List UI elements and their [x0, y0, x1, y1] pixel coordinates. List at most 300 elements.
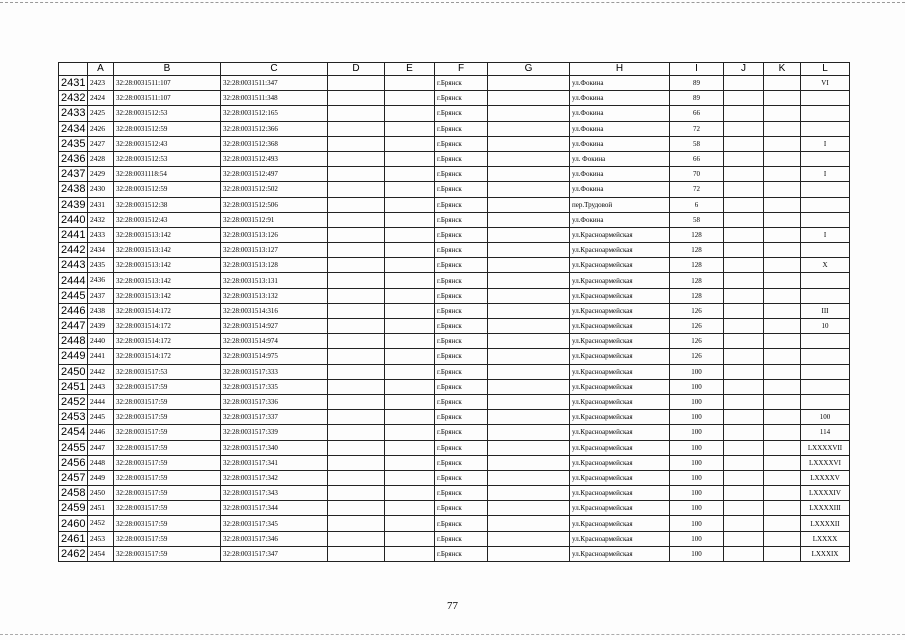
cell-b[interactable]: 32:28:0031517:59 — [114, 486, 221, 501]
cell-c[interactable]: 32:28:0031517:335 — [221, 379, 328, 394]
row-number[interactable]: 2457 — [59, 470, 88, 485]
cell-d[interactable] — [328, 319, 385, 334]
cell-k[interactable] — [764, 334, 801, 349]
cell-i[interactable]: 89 — [670, 91, 724, 106]
cell-c[interactable]: 32:28:0031517:347 — [221, 546, 328, 561]
cell-d[interactable] — [328, 379, 385, 394]
cell-c[interactable]: 32:28:0031517:344 — [221, 501, 328, 516]
cell-f[interactable]: г.Брянск — [435, 334, 488, 349]
cell-k[interactable] — [764, 349, 801, 364]
cell-k[interactable] — [764, 303, 801, 318]
cell-h[interactable]: ул.Фокина — [570, 106, 670, 121]
cell-d[interactable] — [328, 106, 385, 121]
cell-e[interactable] — [385, 151, 435, 166]
cell-c[interactable]: 32:28:0031512:165 — [221, 106, 328, 121]
cell-b[interactable]: 32:28:0031512:53 — [114, 151, 221, 166]
cell-g[interactable] — [488, 546, 570, 561]
cell-j[interactable] — [724, 546, 764, 561]
cell-d[interactable] — [328, 288, 385, 303]
cell-l[interactable] — [801, 349, 850, 364]
cell-g[interactable] — [488, 319, 570, 334]
cell-g[interactable] — [488, 227, 570, 242]
cell-k[interactable] — [764, 136, 801, 151]
cell-f[interactable]: г.Брянск — [435, 151, 488, 166]
cell-b[interactable]: 32:28:0031517:59 — [114, 501, 221, 516]
cell-k[interactable] — [764, 182, 801, 197]
cell-c[interactable]: 32:28:0031513:127 — [221, 243, 328, 258]
cell-f[interactable]: г.Брянск — [435, 227, 488, 242]
cell-d[interactable] — [328, 136, 385, 151]
cell-c[interactable]: 32:28:0031513:131 — [221, 273, 328, 288]
cell-k[interactable] — [764, 91, 801, 106]
cell-c[interactable]: 32:28:0031514:316 — [221, 303, 328, 318]
cell-h[interactable]: ул.Красноармейская — [570, 501, 670, 516]
cell-h[interactable]: ул.Фокина — [570, 167, 670, 182]
cell-l[interactable]: LXXXXIII — [801, 501, 850, 516]
cell-h[interactable]: ул.Красноармейская — [570, 486, 670, 501]
cell-f[interactable]: г.Брянск — [435, 440, 488, 455]
cell-g[interactable] — [488, 182, 570, 197]
cell-b[interactable]: 32:28:0031517:59 — [114, 440, 221, 455]
cell-f[interactable]: г.Брянск — [435, 288, 488, 303]
cell-e[interactable] — [385, 303, 435, 318]
cell-d[interactable] — [328, 364, 385, 379]
cell-d[interactable] — [328, 546, 385, 561]
cell-b[interactable]: 32:28:0031511:107 — [114, 76, 221, 91]
cell-b[interactable]: 32:28:0031513:142 — [114, 288, 221, 303]
column-header-k[interactable]: K — [764, 63, 801, 76]
cell-e[interactable] — [385, 182, 435, 197]
cell-b[interactable]: 32:28:0031517:59 — [114, 516, 221, 531]
column-header-d[interactable]: D — [328, 63, 385, 76]
cell-c[interactable]: 32:28:0031517:341 — [221, 455, 328, 470]
cell-j[interactable] — [724, 227, 764, 242]
cell-i[interactable]: 100 — [670, 410, 724, 425]
cell-f[interactable]: г.Брянск — [435, 546, 488, 561]
cell-e[interactable] — [385, 319, 435, 334]
row-number[interactable]: 2439 — [59, 197, 88, 212]
cell-g[interactable] — [488, 531, 570, 546]
cell-a[interactable]: 2434 — [88, 243, 114, 258]
cell-j[interactable] — [724, 106, 764, 121]
cell-i[interactable]: 128 — [670, 288, 724, 303]
cell-a[interactable]: 2427 — [88, 136, 114, 151]
cell-i[interactable]: 100 — [670, 364, 724, 379]
row-number[interactable]: 2453 — [59, 410, 88, 425]
cell-h[interactable]: ул.Красноармейская — [570, 546, 670, 561]
row-number[interactable]: 2456 — [59, 455, 88, 470]
cell-b[interactable]: 32:28:0031512:38 — [114, 197, 221, 212]
cell-k[interactable] — [764, 227, 801, 242]
column-header-l[interactable]: L — [801, 63, 850, 76]
cell-c[interactable]: 32:28:0031512:502 — [221, 182, 328, 197]
cell-d[interactable] — [328, 394, 385, 409]
cell-c[interactable]: 32:28:0031512:368 — [221, 136, 328, 151]
cell-c[interactable]: 32:28:0031514:974 — [221, 334, 328, 349]
cell-l[interactable] — [801, 273, 850, 288]
cell-a[interactable]: 2449 — [88, 470, 114, 485]
cell-a[interactable]: 2438 — [88, 303, 114, 318]
cell-i[interactable]: 126 — [670, 319, 724, 334]
cell-b[interactable]: 32:28:0031514:172 — [114, 349, 221, 364]
cell-l[interactable]: 10 — [801, 319, 850, 334]
cell-l[interactable]: III — [801, 303, 850, 318]
cell-l[interactable]: LXXXIX — [801, 546, 850, 561]
cell-i[interactable]: 100 — [670, 516, 724, 531]
cell-e[interactable] — [385, 167, 435, 182]
cell-b[interactable]: 32:28:0031514:172 — [114, 303, 221, 318]
cell-k[interactable] — [764, 379, 801, 394]
cell-g[interactable] — [488, 76, 570, 91]
cell-c[interactable]: 32:28:0031517:346 — [221, 531, 328, 546]
cell-d[interactable] — [328, 516, 385, 531]
cell-a[interactable]: 2441 — [88, 349, 114, 364]
row-number[interactable]: 2438 — [59, 182, 88, 197]
cell-a[interactable]: 2446 — [88, 425, 114, 440]
cell-i[interactable]: 128 — [670, 243, 724, 258]
cell-l[interactable] — [801, 106, 850, 121]
cell-b[interactable]: 32:28:0031512:59 — [114, 182, 221, 197]
cell-d[interactable] — [328, 303, 385, 318]
cell-k[interactable] — [764, 258, 801, 273]
cell-i[interactable]: 66 — [670, 151, 724, 166]
cell-c[interactable]: 32:28:0031517:340 — [221, 440, 328, 455]
cell-f[interactable]: г.Брянск — [435, 364, 488, 379]
cell-j[interactable] — [724, 288, 764, 303]
cell-b[interactable]: 32:28:0031514:172 — [114, 334, 221, 349]
cell-k[interactable] — [764, 455, 801, 470]
cell-f[interactable]: г.Брянск — [435, 273, 488, 288]
cell-j[interactable] — [724, 425, 764, 440]
cell-i[interactable]: 100 — [670, 394, 724, 409]
row-number[interactable]: 2451 — [59, 379, 88, 394]
cell-k[interactable] — [764, 394, 801, 409]
cell-c[interactable]: 32:28:0031513:132 — [221, 288, 328, 303]
cell-j[interactable] — [724, 243, 764, 258]
cell-l[interactable] — [801, 212, 850, 227]
cell-f[interactable]: г.Брянск — [435, 243, 488, 258]
cell-j[interactable] — [724, 455, 764, 470]
cell-a[interactable]: 2439 — [88, 319, 114, 334]
cell-d[interactable] — [328, 470, 385, 485]
cell-c[interactable]: 32:28:0031512:91 — [221, 212, 328, 227]
cell-k[interactable] — [764, 288, 801, 303]
cell-k[interactable] — [764, 167, 801, 182]
column-header-i[interactable]: I — [670, 63, 724, 76]
cell-g[interactable] — [488, 364, 570, 379]
cell-l[interactable] — [801, 182, 850, 197]
cell-l[interactable]: I — [801, 136, 850, 151]
cell-k[interactable] — [764, 440, 801, 455]
cell-i[interactable]: 126 — [670, 349, 724, 364]
cell-j[interactable] — [724, 197, 764, 212]
cell-f[interactable]: г.Брянск — [435, 425, 488, 440]
cell-l[interactable] — [801, 243, 850, 258]
cell-b[interactable]: 32:28:0031517:53 — [114, 364, 221, 379]
cell-e[interactable] — [385, 227, 435, 242]
cell-e[interactable] — [385, 76, 435, 91]
cell-k[interactable] — [764, 151, 801, 166]
cell-l[interactable] — [801, 364, 850, 379]
cell-d[interactable] — [328, 455, 385, 470]
cell-c[interactable]: 32:28:0031517:343 — [221, 486, 328, 501]
cell-e[interactable] — [385, 136, 435, 151]
cell-f[interactable]: г.Брянск — [435, 76, 488, 91]
cell-j[interactable] — [724, 394, 764, 409]
cell-c[interactable]: 32:28:0031514:975 — [221, 349, 328, 364]
cell-f[interactable]: г.Брянск — [435, 182, 488, 197]
cell-i[interactable]: 72 — [670, 182, 724, 197]
cell-j[interactable] — [724, 76, 764, 91]
cell-h[interactable]: пер.Трудовой — [570, 197, 670, 212]
cell-a[interactable]: 2452 — [88, 516, 114, 531]
cell-f[interactable]: г.Брянск — [435, 394, 488, 409]
cell-j[interactable] — [724, 364, 764, 379]
cell-j[interactable] — [724, 410, 764, 425]
cell-a[interactable]: 2424 — [88, 91, 114, 106]
cell-h[interactable]: ул.Красноармейская — [570, 455, 670, 470]
cell-l[interactable] — [801, 151, 850, 166]
cell-e[interactable] — [385, 121, 435, 136]
cell-e[interactable] — [385, 501, 435, 516]
column-header-e[interactable]: E — [385, 63, 435, 76]
cell-e[interactable] — [385, 546, 435, 561]
cell-h[interactable]: ул.Красноармейская — [570, 334, 670, 349]
cell-d[interactable] — [328, 121, 385, 136]
cell-l[interactable]: LXXXX — [801, 531, 850, 546]
cell-a[interactable]: 2448 — [88, 455, 114, 470]
cell-d[interactable] — [328, 182, 385, 197]
cell-f[interactable]: г.Брянск — [435, 486, 488, 501]
cell-e[interactable] — [385, 288, 435, 303]
cell-b[interactable]: 32:28:0031514:172 — [114, 319, 221, 334]
cell-e[interactable] — [385, 455, 435, 470]
cell-a[interactable]: 2431 — [88, 197, 114, 212]
cell-g[interactable] — [488, 410, 570, 425]
cell-e[interactable] — [385, 273, 435, 288]
cell-g[interactable] — [488, 379, 570, 394]
cell-i[interactable]: 100 — [670, 440, 724, 455]
cell-b[interactable]: 32:28:0031513:142 — [114, 227, 221, 242]
cell-g[interactable] — [488, 288, 570, 303]
cell-b[interactable]: 32:28:0031513:142 — [114, 273, 221, 288]
cell-c[interactable]: 32:28:0031511:348 — [221, 91, 328, 106]
cell-h[interactable]: ул.Красноармейская — [570, 410, 670, 425]
cell-j[interactable] — [724, 182, 764, 197]
row-number[interactable]: 2433 — [59, 106, 88, 121]
cell-j[interactable] — [724, 303, 764, 318]
cell-l[interactable]: LXXXXII — [801, 516, 850, 531]
cell-b[interactable]: 32:28:0031517:59 — [114, 531, 221, 546]
cell-h[interactable]: ул.Красноармейская — [570, 273, 670, 288]
cell-j[interactable] — [724, 516, 764, 531]
cell-h[interactable]: ул.Красноармейская — [570, 531, 670, 546]
cell-i[interactable]: 6 — [670, 197, 724, 212]
cell-g[interactable] — [488, 212, 570, 227]
cell-e[interactable] — [385, 334, 435, 349]
cell-j[interactable] — [724, 121, 764, 136]
cell-j[interactable] — [724, 440, 764, 455]
cell-i[interactable]: 100 — [670, 425, 724, 440]
cell-b[interactable]: 32:28:0031517:59 — [114, 410, 221, 425]
cell-h[interactable]: ул.Красноармейская — [570, 227, 670, 242]
cell-d[interactable] — [328, 410, 385, 425]
cell-d[interactable] — [328, 440, 385, 455]
cell-i[interactable]: 126 — [670, 334, 724, 349]
cell-d[interactable] — [328, 334, 385, 349]
cell-j[interactable] — [724, 470, 764, 485]
cell-b[interactable]: 32:28:0031513:142 — [114, 243, 221, 258]
cell-j[interactable] — [724, 379, 764, 394]
cell-c[interactable]: 32:28:0031517:345 — [221, 516, 328, 531]
cell-i[interactable]: 70 — [670, 167, 724, 182]
row-number[interactable]: 2448 — [59, 334, 88, 349]
cell-l[interactable]: LXXXXIV — [801, 486, 850, 501]
cell-c[interactable]: 32:28:0031513:126 — [221, 227, 328, 242]
cell-h[interactable]: ул.Красноармейская — [570, 288, 670, 303]
cell-c[interactable]: 32:28:0031511:347 — [221, 76, 328, 91]
cell-c[interactable]: 32:28:0031514:927 — [221, 319, 328, 334]
cell-h[interactable]: ул.Фокина — [570, 136, 670, 151]
cell-h[interactable]: ул.Красноармейская — [570, 379, 670, 394]
cell-d[interactable] — [328, 273, 385, 288]
cell-k[interactable] — [764, 516, 801, 531]
row-number[interactable]: 2461 — [59, 531, 88, 546]
cell-b[interactable]: 32:28:0031517:59 — [114, 394, 221, 409]
row-number[interactable]: 2447 — [59, 319, 88, 334]
row-number[interactable]: 2452 — [59, 394, 88, 409]
cell-a[interactable]: 2425 — [88, 106, 114, 121]
cell-i[interactable]: 128 — [670, 258, 724, 273]
cell-e[interactable] — [385, 212, 435, 227]
cell-j[interactable] — [724, 531, 764, 546]
cell-h[interactable]: ул. Фокина — [570, 151, 670, 166]
cell-i[interactable]: 100 — [670, 455, 724, 470]
cell-c[interactable]: 32:28:0031517:342 — [221, 470, 328, 485]
cell-a[interactable]: 2444 — [88, 394, 114, 409]
cell-f[interactable]: г.Брянск — [435, 501, 488, 516]
cell-f[interactable]: г.Брянск — [435, 258, 488, 273]
cell-e[interactable] — [385, 440, 435, 455]
cell-b[interactable]: 32:28:0031517:59 — [114, 425, 221, 440]
row-number[interactable]: 2443 — [59, 258, 88, 273]
cell-e[interactable] — [385, 410, 435, 425]
cell-k[interactable] — [764, 273, 801, 288]
cell-j[interactable] — [724, 319, 764, 334]
cell-i[interactable]: 100 — [670, 470, 724, 485]
cell-a[interactable]: 2437 — [88, 288, 114, 303]
cell-f[interactable]: г.Брянск — [435, 349, 488, 364]
cell-e[interactable] — [385, 425, 435, 440]
row-number[interactable]: 2455 — [59, 440, 88, 455]
cell-h[interactable]: ул.Красноармейская — [570, 243, 670, 258]
column-header-g[interactable]: G — [488, 63, 570, 76]
cell-g[interactable] — [488, 334, 570, 349]
cell-e[interactable] — [385, 516, 435, 531]
cell-e[interactable] — [385, 470, 435, 485]
cell-l[interactable] — [801, 121, 850, 136]
cell-f[interactable]: г.Брянск — [435, 197, 488, 212]
cell-i[interactable]: 100 — [670, 501, 724, 516]
cell-g[interactable] — [488, 486, 570, 501]
cell-d[interactable] — [328, 501, 385, 516]
row-number[interactable]: 2459 — [59, 501, 88, 516]
cell-g[interactable] — [488, 136, 570, 151]
cell-d[interactable] — [328, 151, 385, 166]
cell-h[interactable]: ул.Красноармейская — [570, 349, 670, 364]
cell-a[interactable]: 2430 — [88, 182, 114, 197]
cell-k[interactable] — [764, 197, 801, 212]
cell-c[interactable]: 32:28:0031517:336 — [221, 394, 328, 409]
cell-k[interactable] — [764, 106, 801, 121]
cell-k[interactable] — [764, 486, 801, 501]
cell-c[interactable]: 32:28:0031512:506 — [221, 197, 328, 212]
cell-f[interactable]: г.Брянск — [435, 121, 488, 136]
row-number[interactable]: 2462 — [59, 546, 88, 561]
cell-i[interactable]: 58 — [670, 212, 724, 227]
cell-a[interactable]: 2428 — [88, 151, 114, 166]
cell-a[interactable]: 2453 — [88, 531, 114, 546]
cell-f[interactable]: г.Брянск — [435, 470, 488, 485]
cell-k[interactable] — [764, 121, 801, 136]
cell-b[interactable]: 32:28:0031517:59 — [114, 546, 221, 561]
cell-e[interactable] — [385, 394, 435, 409]
cell-f[interactable]: г.Брянск — [435, 319, 488, 334]
cell-g[interactable] — [488, 425, 570, 440]
cell-d[interactable] — [328, 425, 385, 440]
cell-e[interactable] — [385, 531, 435, 546]
cell-l[interactable]: LXXXXVI — [801, 455, 850, 470]
cell-k[interactable] — [764, 364, 801, 379]
cell-k[interactable] — [764, 546, 801, 561]
cell-j[interactable] — [724, 501, 764, 516]
cell-d[interactable] — [328, 243, 385, 258]
cell-c[interactable]: 32:28:0031512:497 — [221, 167, 328, 182]
cell-b[interactable]: 32:28:0031118:54 — [114, 167, 221, 182]
cell-d[interactable] — [328, 349, 385, 364]
column-header-j[interactable]: J — [724, 63, 764, 76]
cell-g[interactable] — [488, 91, 570, 106]
cell-g[interactable] — [488, 516, 570, 531]
cell-l[interactable] — [801, 394, 850, 409]
row-number[interactable]: 2440 — [59, 212, 88, 227]
cell-d[interactable] — [328, 212, 385, 227]
cell-b[interactable]: 32:28:0031517:59 — [114, 379, 221, 394]
cell-g[interactable] — [488, 121, 570, 136]
cell-b[interactable]: 32:28:0031512:43 — [114, 136, 221, 151]
cell-j[interactable] — [724, 136, 764, 151]
cell-a[interactable]: 2426 — [88, 121, 114, 136]
cell-i[interactable]: 100 — [670, 531, 724, 546]
cell-j[interactable] — [724, 212, 764, 227]
cell-b[interactable]: 32:28:0031512:43 — [114, 212, 221, 227]
cell-i[interactable]: 100 — [670, 486, 724, 501]
cell-f[interactable]: г.Брянск — [435, 91, 488, 106]
cell-b[interactable]: 32:28:0031517:59 — [114, 470, 221, 485]
cell-i[interactable]: 126 — [670, 303, 724, 318]
cell-b[interactable]: 32:28:0031517:59 — [114, 455, 221, 470]
row-number[interactable]: 2431 — [59, 76, 88, 91]
cell-k[interactable] — [764, 531, 801, 546]
cell-a[interactable]: 2436 — [88, 273, 114, 288]
cell-c[interactable]: 32:28:0031512:366 — [221, 121, 328, 136]
cell-h[interactable]: ул.Фокина — [570, 76, 670, 91]
cell-l[interactable] — [801, 334, 850, 349]
cell-i[interactable]: 128 — [670, 227, 724, 242]
cell-f[interactable]: г.Брянск — [435, 410, 488, 425]
cell-e[interactable] — [385, 106, 435, 121]
cell-e[interactable] — [385, 379, 435, 394]
